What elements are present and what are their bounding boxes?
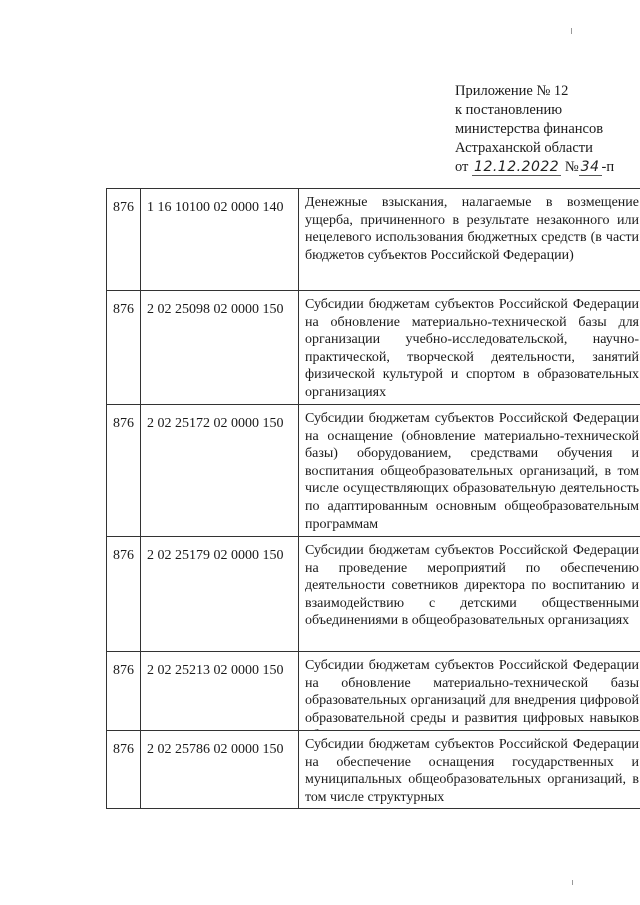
admin-code-cell: 876 <box>107 291 141 404</box>
appendix-header <box>455 82 635 177</box>
description-text: Субсидии бюджетам субъектов Российской Федерации на обновление материально-технической базы образовательных организаций для внедрения цифровой образовательной среды и развития цифровых навыков <box>305 658 639 726</box>
description-cell <box>299 537 640 651</box>
description-cell <box>299 189 640 290</box>
description-text: Денежные взыскания, налагаемые в возмещение ущерба, причиненного в результате незаконного или нецелевого использования бюджетных средств (в части бюджетов субъектов Российской Федерации) <box>305 195 639 263</box>
admin-code-cell: 876 <box>107 537 141 651</box>
table-row <box>107 189 640 291</box>
appendix-line-4: Астраханской области <box>455 140 593 156</box>
appendix-title: Приложение № 12 <box>455 83 569 99</box>
number-prefix: № <box>564 159 579 175</box>
number-suffix: -п <box>601 159 615 175</box>
table-row <box>107 537 640 652</box>
budget-code-cell: 2 02 25179 02 0000 150 <box>141 537 299 651</box>
table-row <box>107 652 640 731</box>
admin-code-cell: 876 <box>107 189 141 290</box>
appendix-date-line <box>455 158 635 177</box>
date-prefix: от <box>455 159 469 175</box>
appendix-line-2: к постановлению <box>455 102 563 118</box>
table-row <box>107 731 640 809</box>
scan-mark <box>572 880 573 885</box>
handwritten-date: 12.12.2022 <box>474 159 560 175</box>
description-text: Субсидии бюджетам субъектов Российской Федерации на обновление материально-технической базы для организации учебно-исследовательской, научно-практической, творческой деятельности, занятий физической культурой и спортом в образовательных организациях <box>305 297 639 400</box>
admin-code-cell: 876 <box>107 731 141 808</box>
budget-code-cell: 2 02 25172 02 0000 150 <box>141 405 299 536</box>
budget-code-cell: 1 16 10100 02 0000 140 <box>141 189 299 290</box>
budget-code-cell: 2 02 25213 02 0000 150 <box>141 652 299 730</box>
scan-mark <box>571 28 572 34</box>
description-cell <box>299 405 640 536</box>
description-text: Субсидии бюджетам субъектов Российской Федерации на оснащение (обновление материально-технической базы) оборудованием, средствами обучения и воспитания общеобразовательных организаций, в том числе осуществляющих образовательную деятельность по адаптированным основным общеобразовательным программам <box>305 411 639 532</box>
description-text: Субсидии бюджетам субъектов Российской Федерации на обеспечение оснащения государственных и муниципальных общеобразовательных организаций, в том числе структурных <box>305 737 639 805</box>
handwritten-number: 34 <box>580 159 600 175</box>
description-cell <box>299 291 640 404</box>
description-text: Субсидии бюджетам субъектов Российской Федерации на проведение мероприятий по обеспечению деятельности советников директора по воспитанию и взаимодействию с детскими общественными объединениями в общеобразовательных организациях <box>305 543 639 629</box>
description-cell <box>299 731 640 808</box>
budget-codes-table <box>106 188 640 809</box>
table-row <box>107 291 640 405</box>
budget-code-cell: 2 02 25098 02 0000 150 <box>141 291 299 404</box>
budget-code-cell: 2 02 25786 02 0000 150 <box>141 731 299 808</box>
description-cell <box>299 652 640 730</box>
admin-code-cell: 876 <box>107 652 141 730</box>
table-row <box>107 405 640 537</box>
appendix-line-3: министерства финансов <box>455 121 604 137</box>
admin-code-cell: 876 <box>107 405 141 536</box>
